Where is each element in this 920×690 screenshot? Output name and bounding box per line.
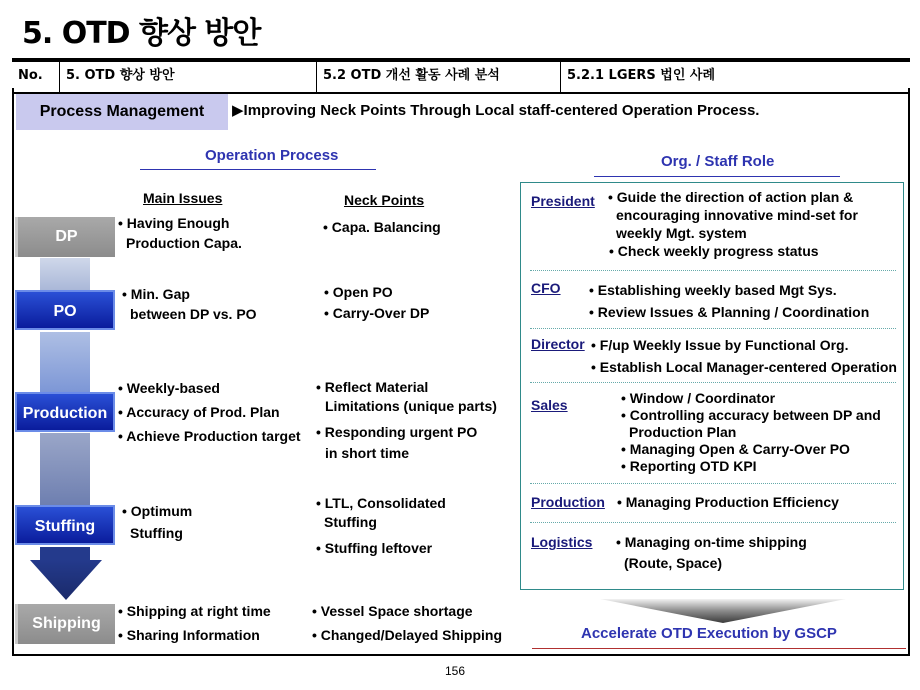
role-lines-cfo bbox=[589, 279, 869, 323]
role-president: President bbox=[531, 193, 595, 209]
header-subsection: 5.2 OTD 개선 활동 사례 분석 bbox=[317, 62, 561, 92]
role-line: • Window / Coordinator bbox=[621, 390, 776, 406]
neck-item: • Stuffing leftover bbox=[316, 540, 433, 556]
role-sales: Sales bbox=[531, 397, 568, 413]
neck-list-production bbox=[316, 378, 497, 463]
operation-process-underline bbox=[140, 169, 376, 170]
role-line: • Managing Open & Carry-Over PO bbox=[621, 441, 850, 457]
flow-connector bbox=[40, 433, 90, 505]
stage-production: Production bbox=[15, 392, 115, 432]
stage-shipping: Shipping bbox=[15, 604, 115, 644]
role-line: • Managing on-time shipping bbox=[616, 534, 807, 550]
divider bbox=[530, 328, 896, 329]
flow-arrow-down-icon bbox=[30, 560, 102, 600]
role-line: • Managing Production Efficiency bbox=[617, 494, 839, 510]
role-line: (Route, Space) bbox=[624, 555, 723, 571]
role-logistics: Logistics bbox=[531, 534, 593, 550]
role-line: • Reporting OTD KPI bbox=[621, 458, 757, 474]
flow-connector bbox=[40, 258, 90, 290]
role-cfo: CFO bbox=[531, 280, 561, 296]
neck-list-shipping bbox=[312, 599, 502, 647]
divider bbox=[530, 522, 896, 523]
role-lines-director bbox=[591, 334, 897, 378]
role-line: • Check weekly progress status bbox=[609, 243, 819, 259]
issue-item: • Achieve Production target bbox=[118, 428, 301, 444]
issue-item: between DP vs. PO bbox=[130, 306, 257, 322]
role-line: weekly Mgt. system bbox=[616, 225, 747, 241]
flow-connector bbox=[40, 332, 90, 392]
stage-po: PO bbox=[15, 290, 115, 330]
role-director: Director bbox=[531, 336, 585, 352]
neck-item: Limitations (unique parts) bbox=[325, 398, 497, 414]
role-lines-production bbox=[617, 492, 839, 512]
header-section: 5. OTD 향상 방안 bbox=[60, 62, 317, 92]
neck-item: • Responding urgent PO bbox=[316, 424, 478, 440]
issue-item: • Min. Gap bbox=[122, 286, 190, 302]
neck-item: • Carry-Over DP bbox=[324, 305, 430, 321]
role-line: Production Plan bbox=[629, 424, 737, 440]
neck-points-header: Neck Points bbox=[344, 192, 425, 208]
conclusion-underline bbox=[532, 648, 906, 649]
operation-process-title: Operation Process bbox=[205, 147, 339, 164]
org-role-underline bbox=[594, 176, 840, 177]
flow-connector bbox=[40, 547, 90, 561]
role-line: • Establish Local Manager-centered Operation bbox=[591, 359, 897, 375]
role-line: • Controlling accuracy between DP and bbox=[621, 407, 881, 423]
role-lines-sales bbox=[621, 390, 881, 475]
role-line: • Establishing weekly based Mgt Sys. bbox=[589, 282, 837, 298]
issue-item: Production Capa. bbox=[126, 235, 242, 251]
page-number: 156 bbox=[445, 664, 466, 678]
page-title: 5. OTD 향상 방안 bbox=[22, 16, 261, 51]
banner-text bbox=[232, 101, 759, 119]
role-lines-logistics bbox=[616, 532, 807, 574]
issue-list-po bbox=[122, 284, 257, 324]
issue-item: • Optimum bbox=[122, 503, 193, 519]
neck-list-stuffing bbox=[316, 494, 446, 558]
divider bbox=[530, 270, 896, 271]
neck-item: Stuffing bbox=[324, 514, 377, 530]
stage-stuffing: Stuffing bbox=[15, 505, 115, 545]
role-line: encouraging innovative mind-set for bbox=[616, 207, 858, 223]
neck-item: • Reflect Material bbox=[316, 379, 429, 395]
issue-item: Stuffing bbox=[130, 525, 183, 541]
issue-item: • Shipping at right time bbox=[118, 603, 271, 619]
neck-list-dp bbox=[323, 217, 441, 237]
issue-list-shipping bbox=[118, 599, 271, 647]
neck-list-po bbox=[324, 282, 429, 324]
conclusion-text: Accelerate OTD Execution by GSCP bbox=[581, 625, 837, 642]
neck-item: • Changed/Delayed Shipping bbox=[312, 627, 503, 643]
role-line: • Guide the direction of action plan & bbox=[608, 189, 854, 205]
issue-item: • Having Enough bbox=[118, 215, 230, 231]
neck-item: • LTL, Consolidated bbox=[316, 495, 446, 511]
neck-item: • Open PO bbox=[324, 284, 393, 300]
issue-item: • Sharing Information bbox=[118, 627, 260, 643]
main-issues-header: Main Issues bbox=[143, 190, 223, 206]
header-no: No. bbox=[12, 62, 60, 92]
banner-arrow-icon: ▶ bbox=[232, 102, 244, 119]
role-lines-president bbox=[608, 188, 858, 260]
neck-item: • Vessel Space shortage bbox=[312, 603, 473, 619]
stage-dp: DP bbox=[15, 217, 115, 257]
issue-list-production bbox=[118, 376, 301, 448]
role-line: • F/up Weekly Issue by Functional Org. bbox=[591, 337, 849, 353]
neck-item: in short time bbox=[325, 445, 410, 461]
process-management-label: Process Management bbox=[16, 94, 228, 130]
issue-item: • Weekly-based bbox=[118, 380, 220, 396]
issue-list-stuffing bbox=[122, 500, 192, 544]
neck-item: • Capa. Balancing bbox=[323, 219, 441, 235]
banner-statement: Improving Neck Points Through Local staff-centered Operation Process. bbox=[243, 102, 760, 119]
role-production: Production bbox=[531, 494, 605, 510]
funnel-arrow-icon bbox=[600, 599, 846, 623]
divider bbox=[530, 483, 896, 484]
issue-list-dp bbox=[118, 213, 242, 253]
header-case: 5.2.1 LGERS 법인 사례 bbox=[567, 68, 716, 83]
issue-item: • Accuracy of Prod. Plan bbox=[118, 404, 280, 420]
divider bbox=[530, 382, 896, 383]
role-line: • Review Issues & Planning / Coordination bbox=[589, 304, 870, 320]
org-role-title: Org. / Staff Role bbox=[661, 153, 775, 170]
